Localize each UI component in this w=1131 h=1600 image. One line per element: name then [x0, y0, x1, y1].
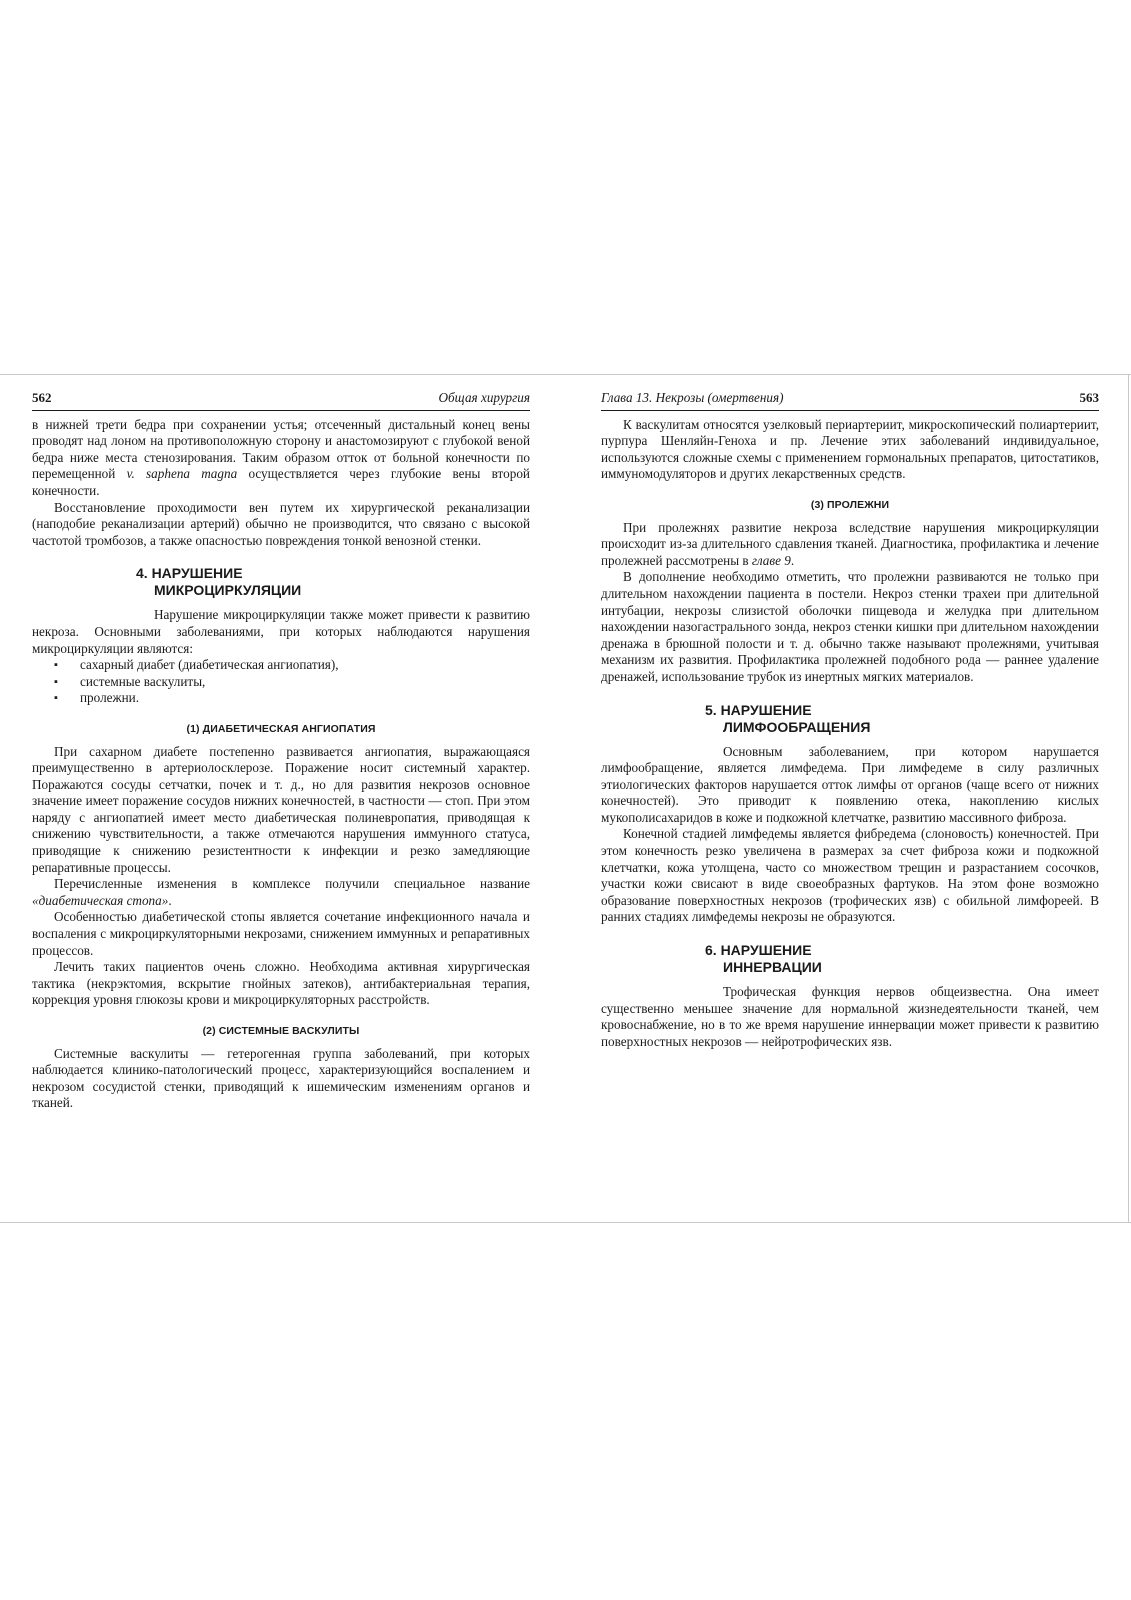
- right-page-number: 563: [1079, 390, 1099, 405]
- subsection-1-paragraph-4: Лечить таких пациентов очень сложно. Необходима активная хирургическая тактика (некрэктомия, вскрытие гнойных затеков), антибактериальная терапия, коррекция уровня глюкозы крови и микроциркуляторных расстройств.: [32, 959, 530, 1008]
- subsection-2-paragraph-1: Системные васкулиты — гетерогенная группа заболеваний, при которых наблюдается клинико-патологический процесс, характеризующийся воспалением и некрозом сосудистой стенки, приводящий к ишемическим изменениям органов и тканей.: [32, 1045, 530, 1111]
- right-paragraph-1: К васкулитам относятся узелковый периартериит, микроскопический полиартериит, пурпура Шенляйн-Геноха и пр. Лечение этих заболеваний индивидуальное, используются сложные схемы с применением гормональных препаратов, цитостатиков, иммуномодуляторов и других лекарственных средств.: [601, 416, 1099, 482]
- section-4-intro: Нарушение микроциркуляции также может привести к развитию некроза. Основными заболеваниями, при которых наблюдаются нарушения микроциркуляции являются:: [32, 607, 530, 656]
- subsection-3-paragraph-1: При пролежнях развитие некроза вследствие нарушения микроциркуляции происходит из-за длительного сдавления тканей. Диагностика, профилактика и лечение пролежней рассмотрены в главе 9.: [601, 519, 1099, 568]
- left-running-title: Общая хирургия: [438, 390, 530, 405]
- subsection-1-paragraph-1: При сахарном диабете постепенно развивается ангиопатия, выражающаяся преимущественно в артериолосклерозе. Поражение носит системный характер. Поражаются сосуды сетчатки, почек и т. д., но для развития некрозов основное значение имеет поражение сосудов нижних конечностей, в частности — стоп. При этом наряду с ангиопатией имеет место диабетическая полиневропатия, приводящая к снижению чувствительности, а также отмечаются нарушения иммунного статуса, приводящие к снижению резистентности к инфекции и резко замедляющие репаративные процессы.: [32, 743, 530, 875]
- spread-top-border: [0, 374, 1131, 375]
- section-6-heading: 6. НАРУШЕНИЕ ИННЕРВАЦИИ: [705, 942, 822, 976]
- list-item: ▪ системные васкулиты,: [54, 674, 530, 691]
- subsection-1-heading: (1) ДИАБЕТИЧЕСКАЯ АНГИОПАТИЯ: [186, 722, 376, 735]
- saphena-term: v. saphena magna: [126, 466, 238, 482]
- left-page-number: 562: [32, 390, 52, 405]
- diabetic-foot-term: «диабетическая стопа»: [32, 892, 169, 908]
- section-5-paragraph-2: Конечной стадией лимфедемы является фибредема (слоновость) конечностей. При этом конечность резко увеличена в размерах за счет фиброза кожи и подкожной клетчатки, кожа утолщена, часто со множеством трещин и разрастанием сосочков, участки кожи свисают в виде своеобразных фартуков. На этом фоне возможно образование поверхностных некрозов (трофических язв) с обильной лимфореей. В ранних стадиях лимфедемы некрозы не образуются.: [601, 826, 1099, 925]
- subsection-1-paragraph-2: Перечисленные изменения в комплексе получили специальное название «диабетическая стопа».: [32, 876, 530, 908]
- right-running-title: Глава 13. Некрозы (омертвения): [601, 390, 784, 405]
- spread-bottom-border: [0, 1222, 1131, 1223]
- subsection-3-heading: (3) ПРОЛЕЖНИ: [810, 498, 890, 511]
- section-4-heading: 4. НАРУШЕНИЕ МИКРОЦИРКУЛЯЦИИ: [136, 565, 302, 599]
- section-6-paragraph-1: Трофическая функция нервов общеизвестна. Она имеет существенно меньшее значение для нормальной жизнедеятельности тканей, чем кровоснабжение, но в то же время нарушение иннервации может привести к развитию поверхностных некрозов — нейротрофических язв.: [601, 984, 1099, 1049]
- right-running-head: [601, 390, 1099, 411]
- left-page: [32, 390, 530, 1112]
- subsection-1-paragraph-3: Особенностью диабетической стопы является сочетание инфекционного начала и воспаления с микроциркуляторными некрозами, снижением иммунных и репаративных процессов.: [32, 909, 530, 958]
- subsection-2-heading: (2) СИСТЕМНЫЕ ВАСКУЛИТЫ: [202, 1025, 360, 1037]
- list-item: ▪ пролежни.: [54, 690, 530, 707]
- section-5-paragraph-1: Основным заболеванием, при котором нарушается лимфообращение, является лимфедема. При лимфедеме в силу различных этиологических факторов нарушается отток лимфы от органов (чаще всего от нижних конечностей). Это приводит к появлению отека, накоплению кислых мукополисахаридов в коже и подкожной клетчатке, развитию массивного фиброза.: [601, 743, 1099, 825]
- left-paragraph-1: в нижней трети бедра при сохранении устья; отсеченный дистальный конец вены проводят над лоном на противоположную сторону и анастомозируют с глубокой веной бедра ниже места стенозирования. Таким образом отток от больной конечности по перемещенной v. saphena magna осуществляется через глубокие вены второй конечности.: [32, 416, 530, 498]
- subsection-3-paragraph-2: В дополнение необходимо отметить, что пролежни развиваются не только при длительном нахождении пациента в постели. Некроз стенки трахеи при длительной интубации, некрозы слизистой оболочки пищевода и желудка при длительном нахождении назогастрального зонда, некроз стенки кишки при длительном нахождении дренажа в брюшной полости и т. д. обычно также называют пролежнями, учитывая механизм их развития. Профилактика пролежней подобного рода — раннее удаление дренажей, использование трубок из инертных мягких материалов.: [601, 569, 1099, 684]
- right-page: [601, 390, 1099, 1050]
- left-running-head: [32, 390, 530, 411]
- spread-right-border: [1128, 374, 1129, 1222]
- section-5-heading: 5. НАРУШЕНИЕ ЛИМФООБРАЩЕНИЯ: [705, 701, 871, 735]
- disease-list: [32, 657, 530, 707]
- left-paragraph-2: Восстановление проходимости вен путем их хирургической реканализации (наподобие реканализации артерий) обычно не производится, что связано с высокой частотой тромбозов, а также опасностью повреждения тонкой венозной стенки.: [32, 499, 530, 548]
- chapter-reference: главе 9: [751, 552, 791, 568]
- list-item: ▪ сахарный диабет (диабетическая ангиопатия),: [54, 657, 530, 674]
